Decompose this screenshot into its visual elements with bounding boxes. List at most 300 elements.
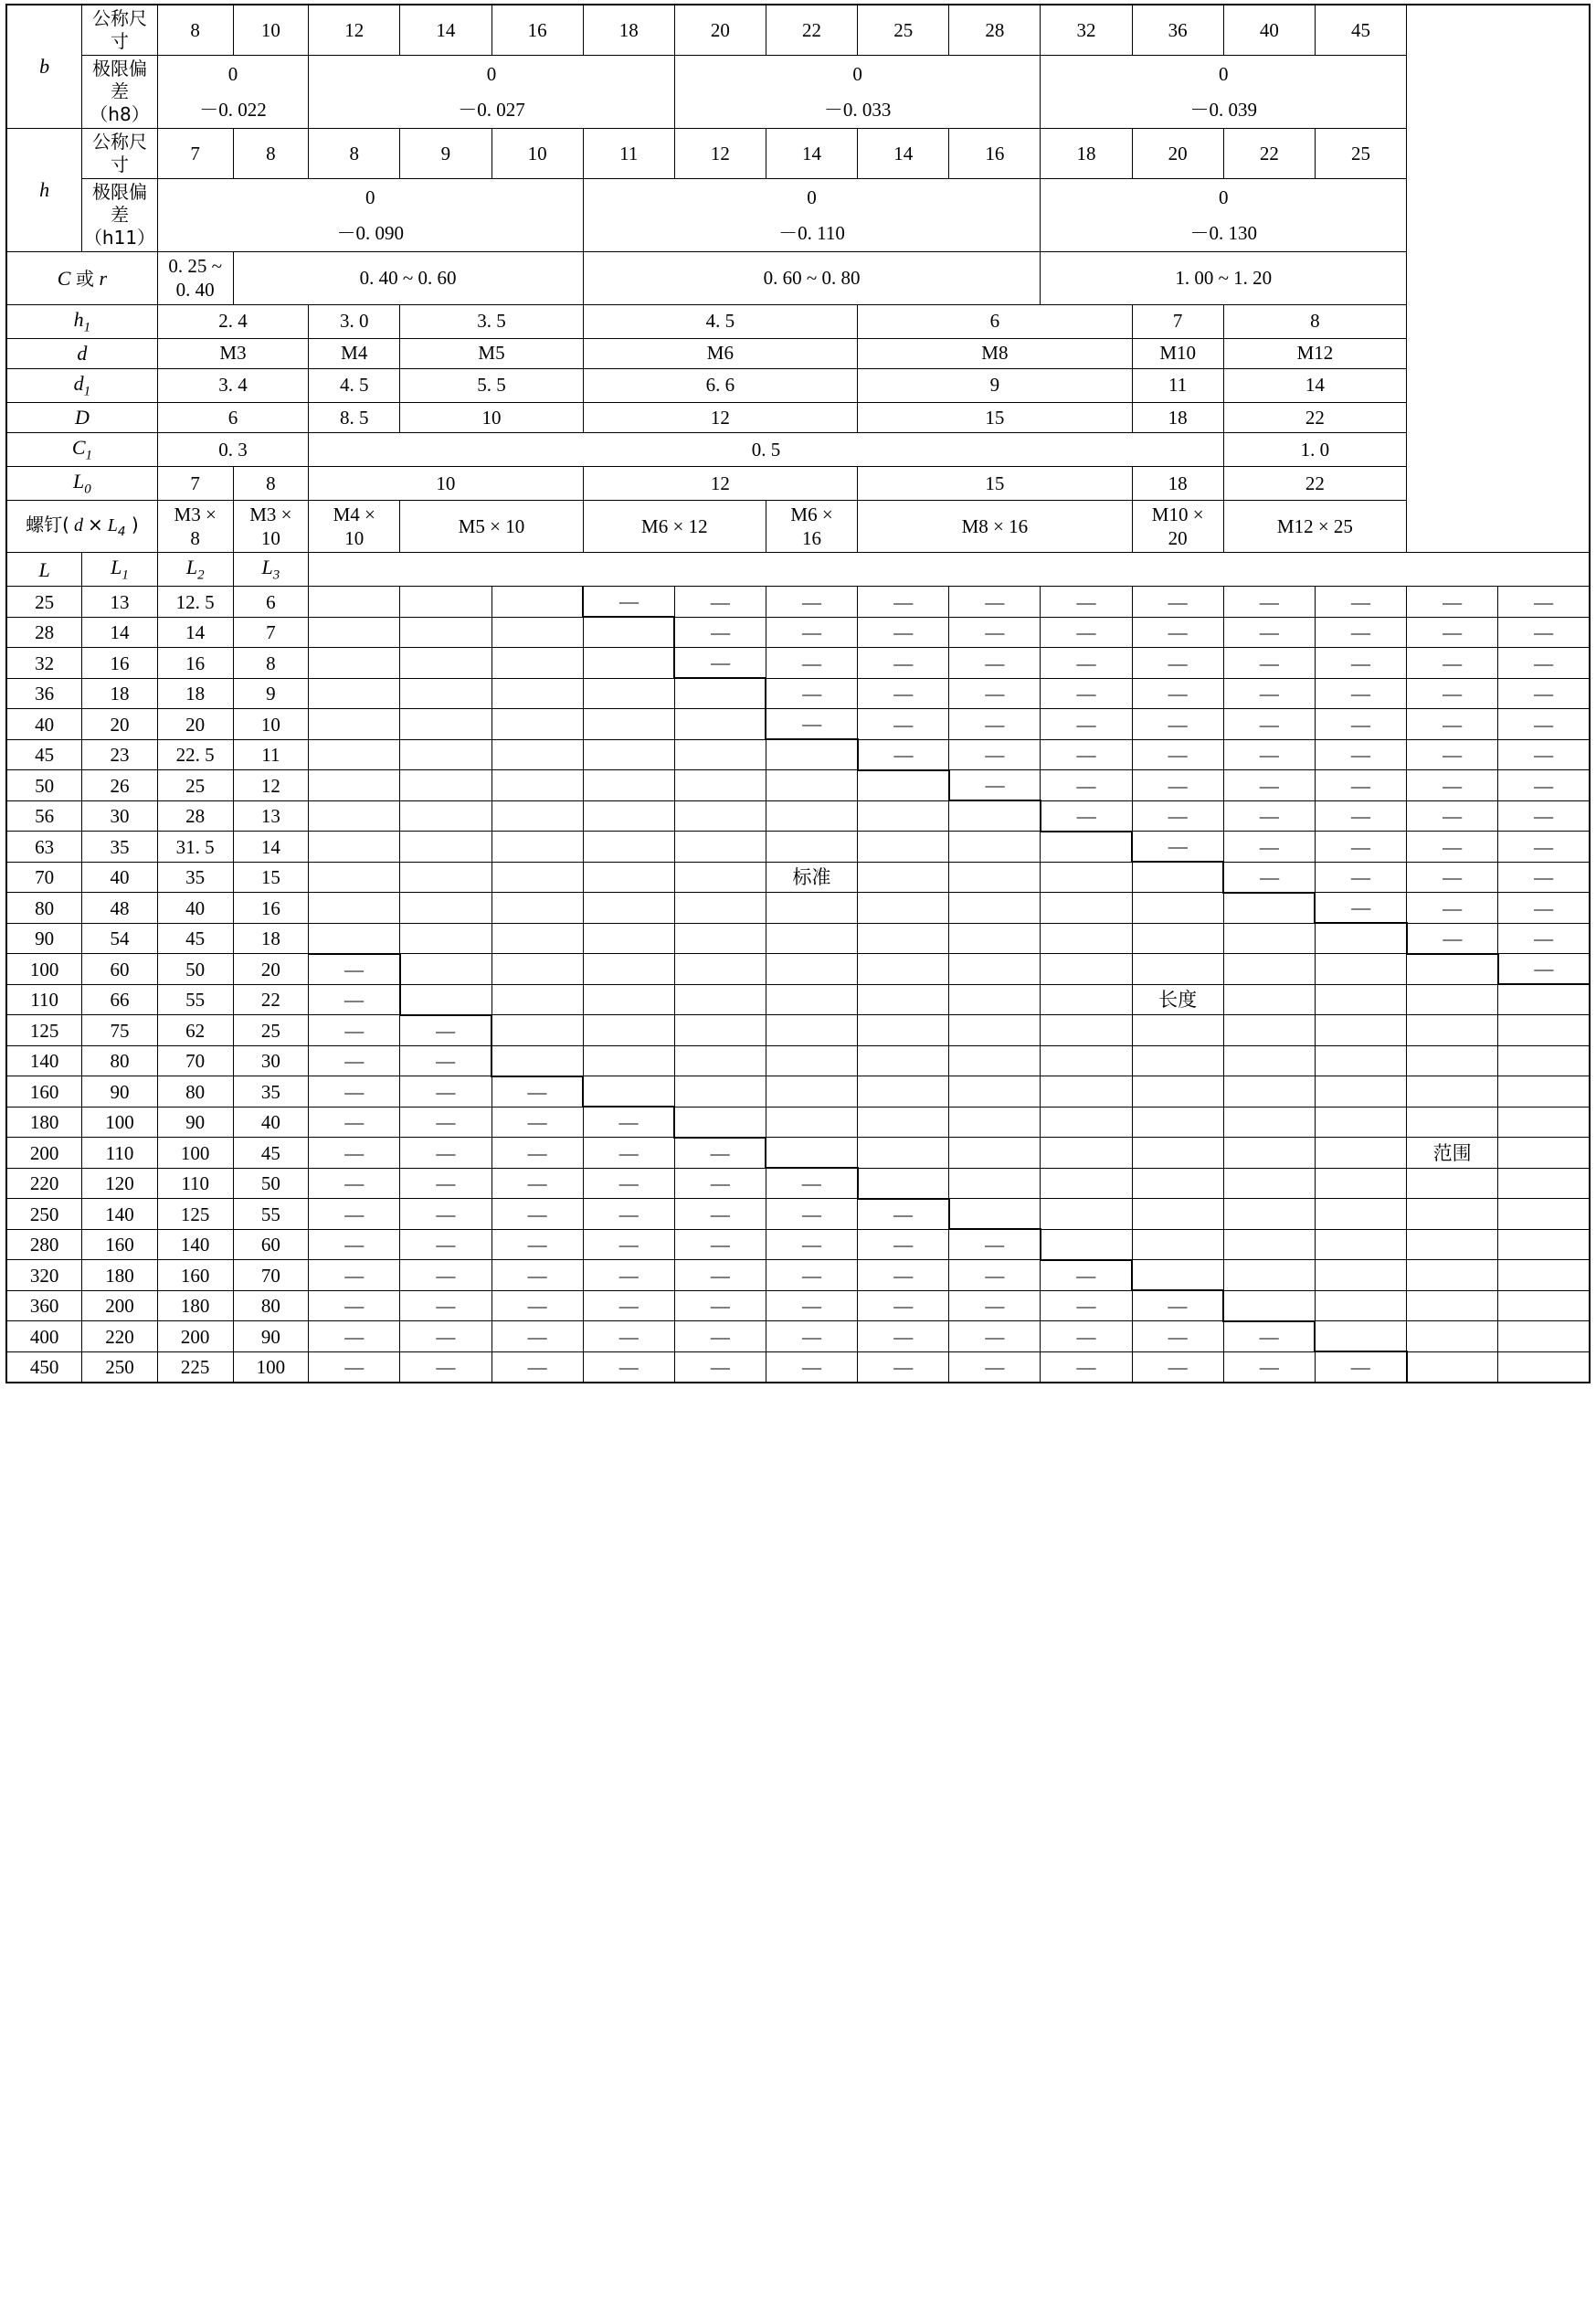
cell-b-nominal: 16 [491, 5, 583, 56]
cell-annotation: 标准 [766, 862, 857, 893]
cell-d1: 6. 6 [583, 368, 857, 402]
cell-blank [1041, 923, 1132, 954]
cell-dash: — [309, 1107, 400, 1138]
cell-blank [858, 893, 949, 924]
cell-dash: — [674, 1351, 766, 1383]
cell-h-dev-lower: －0. 110 [583, 216, 1041, 252]
cell-blank [1132, 893, 1223, 924]
col-header-L: L [6, 553, 82, 587]
cell-C1: 1. 0 [1223, 432, 1406, 466]
table-row [6, 832, 1590, 863]
cell-b-nominal: 32 [1041, 5, 1132, 56]
cell-blank [858, 923, 949, 954]
cell-dash: — [1315, 709, 1406, 740]
table-row [6, 1107, 1590, 1138]
cell-dash: — [1498, 954, 1590, 985]
cell-blank [1498, 1045, 1590, 1076]
cell-L1: 30 [82, 800, 158, 832]
cell-L2: 16 [157, 648, 233, 679]
cell-dash: — [1132, 770, 1223, 801]
table-row [6, 1351, 1590, 1383]
cell-L1: 16 [82, 648, 158, 679]
cell-h-dev-upper: 0 [1041, 179, 1407, 216]
table-row [6, 1229, 1590, 1260]
cell-L3: 12 [233, 770, 309, 801]
row-label-c-or-r: C 或 r [6, 252, 157, 305]
cell-h-nominal: 9 [400, 129, 491, 179]
cell-L: 280 [6, 1229, 82, 1260]
cell-L2: 25 [157, 770, 233, 801]
cell-blank [309, 923, 400, 954]
cell-dash: — [583, 1168, 674, 1199]
cell-dash: — [766, 1168, 857, 1199]
cell-screw: M8 × 16 [858, 500, 1132, 553]
row-h-dev-upper [6, 179, 1590, 216]
cell-dash: — [1315, 739, 1406, 770]
cell-L: 28 [6, 617, 82, 648]
cell-L: 36 [6, 678, 82, 709]
cell-blank [491, 800, 583, 832]
cell-blank [583, 1076, 674, 1108]
cell-screw: M3 × 10 [233, 500, 309, 553]
cell-dash: — [400, 1045, 491, 1076]
cell-h-dev-upper: 0 [157, 179, 583, 216]
cell-D: 22 [1223, 402, 1406, 432]
cell-blank [309, 587, 400, 618]
cell-h-nominal: 14 [858, 129, 949, 179]
cell-dash: — [583, 587, 674, 618]
cell-L2: 180 [157, 1290, 233, 1321]
cell-dash: — [491, 1107, 583, 1138]
cell-dash: — [309, 1321, 400, 1352]
cell-h-nominal: 16 [949, 129, 1041, 179]
cell-C1: 0. 3 [157, 432, 308, 466]
cell-dash: — [309, 1351, 400, 1383]
cell-blank [583, 862, 674, 893]
cell-dash: — [858, 1321, 949, 1352]
row-label-screw: 螺钉( $d \times L_4$ ) [6, 500, 157, 553]
cell-L3: 45 [233, 1138, 309, 1169]
cell-dash: — [400, 1290, 491, 1321]
cell-L: 125 [6, 1015, 82, 1046]
cell-C1: 0. 5 [309, 432, 1224, 466]
cell-dash: — [400, 1260, 491, 1291]
cell-dash: — [309, 1290, 400, 1321]
cell-blank [858, 862, 949, 893]
cell-blank [491, 1015, 583, 1046]
cell-dash: — [858, 648, 949, 679]
cell-dash: — [949, 739, 1041, 770]
cell-dash: — [309, 1199, 400, 1230]
cell-blank [1223, 1015, 1315, 1046]
cell-blank [400, 587, 491, 618]
cell-blank [491, 862, 583, 893]
cell-blank [766, 1045, 857, 1076]
table-row [6, 1076, 1590, 1108]
cell-blank [1407, 1321, 1498, 1352]
cell-L1: 13 [82, 587, 158, 618]
cell-L3: 18 [233, 923, 309, 954]
row-b-nominal [6, 5, 1590, 56]
cell-dash: — [949, 617, 1041, 648]
cell-blank [674, 1015, 766, 1046]
cell-blank [1407, 1107, 1498, 1138]
cell-L3: 25 [233, 1015, 309, 1046]
cell-blank [1407, 1199, 1498, 1230]
cell-blank [766, 739, 857, 770]
col-header-blank-span [309, 553, 1590, 587]
cell-dash: — [400, 1321, 491, 1352]
cell-L3: 7 [233, 617, 309, 648]
cell-blank [583, 832, 674, 863]
cell-blank [674, 862, 766, 893]
cell-d: M10 [1132, 338, 1223, 368]
cell-dash: — [858, 1351, 949, 1383]
cell-blank [1132, 923, 1223, 954]
cell-L3: 20 [233, 954, 309, 985]
cell-blank [858, 1045, 949, 1076]
cell-blank [583, 1015, 674, 1046]
row-label-b: b [6, 5, 82, 129]
cell-blank [674, 678, 766, 709]
cell-dash: — [858, 1290, 949, 1321]
cell-blank [1315, 1138, 1406, 1169]
cell-dash: — [949, 770, 1041, 801]
cell-L: 140 [6, 1045, 82, 1076]
cell-blank [674, 832, 766, 863]
cell-h-dev-upper: 0 [583, 179, 1041, 216]
cell-dash: — [1407, 648, 1498, 679]
cell-blank [583, 617, 674, 648]
cell-dash: — [858, 739, 949, 770]
cell-blank [309, 800, 400, 832]
cell-blank [766, 800, 857, 832]
cell-L1: 14 [82, 617, 158, 648]
cell-blank [1041, 1015, 1132, 1046]
cell-L3: 14 [233, 832, 309, 863]
cell-h-nominal: 7 [157, 129, 233, 179]
cell-dash: — [674, 1138, 766, 1169]
cell-dash: — [766, 1290, 857, 1321]
cell-dash: — [1132, 709, 1223, 740]
cell-L1: 75 [82, 1015, 158, 1046]
cell-blank [1223, 1199, 1315, 1230]
cell-dash: — [309, 1138, 400, 1169]
cell-dash: — [674, 587, 766, 618]
cell-blank [400, 954, 491, 985]
cell-screw: M3 × 8 [157, 500, 233, 553]
cell-d: M3 [157, 338, 308, 368]
cell-dash: — [949, 1321, 1041, 1352]
cell-dash: — [1498, 617, 1590, 648]
row-L-header [6, 553, 1590, 587]
cell-dash: — [766, 1229, 857, 1260]
sub-label-nominal-b: 公称尺寸 [82, 5, 158, 56]
table-row [6, 1321, 1590, 1352]
cell-blank [1223, 923, 1315, 954]
cell-L2: 140 [157, 1229, 233, 1260]
cell-dash: — [400, 1199, 491, 1230]
cell-blank [674, 984, 766, 1015]
cell-dash: — [766, 1199, 857, 1230]
cell-blank [1132, 862, 1223, 893]
cell-d: M4 [309, 338, 400, 368]
cell-blank [1223, 1229, 1315, 1260]
cell-blank [674, 923, 766, 954]
cell-blank [766, 984, 857, 1015]
cell-blank [1041, 1138, 1132, 1169]
cell-blank [1498, 1015, 1590, 1046]
cell-blank [400, 862, 491, 893]
cell-L3: 22 [233, 984, 309, 1015]
cell-blank [766, 1138, 857, 1169]
cell-b-nominal: 12 [309, 5, 400, 56]
cell-h1: 2. 4 [157, 304, 308, 338]
row-label-d1: $d_1$ [6, 368, 157, 402]
cell-b-nominal: 45 [1315, 5, 1406, 56]
cell-dash: — [1407, 770, 1498, 801]
cell-dash: — [949, 587, 1041, 618]
cell-blank [674, 739, 766, 770]
cell-dash: — [1407, 893, 1498, 924]
cell-dash: — [1407, 739, 1498, 770]
cell-dash: — [674, 1290, 766, 1321]
table-row [6, 1138, 1590, 1169]
cell-L3: 90 [233, 1321, 309, 1352]
cell-L2: 45 [157, 923, 233, 954]
cell-blank [1041, 862, 1132, 893]
cell-L1: 200 [82, 1290, 158, 1321]
cell-dash: — [491, 1168, 583, 1199]
cell-blank [858, 832, 949, 863]
cell-h-nominal: 18 [1041, 129, 1132, 179]
cell-blank [1223, 1076, 1315, 1108]
cell-c-or-r: 0. 40 ~ 0. 60 [233, 252, 583, 305]
cell-L: 360 [6, 1290, 82, 1321]
cell-c-or-r: 1. 00 ~ 1. 20 [1041, 252, 1407, 305]
cell-dash: — [583, 1199, 674, 1230]
cell-dash: — [1132, 800, 1223, 832]
cell-dash: — [491, 1290, 583, 1321]
cell-blank [583, 800, 674, 832]
row-label-h1: $h_1$ [6, 304, 157, 338]
cell-L1: 18 [82, 678, 158, 709]
cell-L0: 7 [157, 466, 233, 500]
cell-d: M6 [583, 338, 857, 368]
row-screw [6, 500, 1590, 553]
cell-blank [1407, 1045, 1498, 1076]
cell-blank [1407, 1351, 1498, 1383]
cell-blank [1498, 1107, 1590, 1138]
cell-dash: — [1132, 1351, 1223, 1383]
cell-h1: 6 [858, 304, 1132, 338]
cell-blank [1041, 893, 1132, 924]
cell-blank [1315, 1107, 1406, 1138]
cell-dash: — [1407, 678, 1498, 709]
cell-dash: — [400, 1076, 491, 1108]
row-b-dev-lower [6, 92, 1590, 129]
cell-dash: — [583, 1351, 674, 1383]
cell-h1: 4. 5 [583, 304, 857, 338]
cell-dash: — [766, 648, 857, 679]
table-row [6, 1045, 1590, 1076]
cell-blank [766, 923, 857, 954]
cell-L1: 48 [82, 893, 158, 924]
cell-b-nominal: 20 [674, 5, 766, 56]
cell-b-dev-lower: －0. 027 [309, 92, 675, 129]
cell-blank [949, 832, 1041, 863]
cell-blank [1315, 1045, 1406, 1076]
table-row [6, 1168, 1590, 1199]
cell-dash: — [491, 1321, 583, 1352]
cell-blank [949, 1076, 1041, 1108]
cell-L: 80 [6, 893, 82, 924]
cell-L0: 10 [309, 466, 583, 500]
cell-b-dev-upper: 0 [674, 56, 1041, 92]
cell-L1: 100 [82, 1107, 158, 1138]
cell-dash: — [1132, 739, 1223, 770]
cell-L2: 20 [157, 709, 233, 740]
cell-L: 45 [6, 739, 82, 770]
table-row [6, 587, 1590, 618]
cell-dash: — [1223, 832, 1315, 863]
cell-h-nominal: 8 [309, 129, 400, 179]
cell-b-nominal: 18 [583, 5, 674, 56]
cell-blank [1223, 1045, 1315, 1076]
cell-blank [766, 1107, 857, 1138]
cell-L: 450 [6, 1351, 82, 1383]
col-header-L1: $L_1$ [82, 553, 158, 587]
cell-L2: 50 [157, 954, 233, 985]
cell-dash: — [491, 1229, 583, 1260]
cell-dash: — [1132, 832, 1223, 863]
cell-blank [1132, 1138, 1223, 1169]
cell-dash: — [766, 678, 857, 709]
cell-L1: 140 [82, 1199, 158, 1230]
table-row [6, 862, 1590, 893]
cell-dash: — [583, 1107, 674, 1138]
cell-L0: 18 [1132, 466, 1223, 500]
cell-d: M12 [1223, 338, 1406, 368]
cell-dash: — [1315, 800, 1406, 832]
cell-dash: — [1041, 800, 1132, 832]
cell-dash: — [1223, 1321, 1315, 1352]
cell-dash: — [1041, 1290, 1132, 1321]
cell-b-nominal: 28 [949, 5, 1041, 56]
cell-blank [858, 1138, 949, 1169]
cell-blank [583, 648, 674, 679]
cell-dash: — [1407, 832, 1498, 863]
cell-blank [400, 893, 491, 924]
cell-dash: — [309, 1076, 400, 1108]
cell-b-nominal: 40 [1223, 5, 1315, 56]
cell-blank [583, 709, 674, 740]
cell-blank [858, 1168, 949, 1199]
cell-blank [858, 954, 949, 985]
cell-L1: 66 [82, 984, 158, 1015]
cell-blank [1315, 1199, 1406, 1230]
table-row [6, 678, 1590, 709]
cell-blank [1041, 1199, 1132, 1230]
cell-dash: — [1132, 648, 1223, 679]
cell-dash: — [1223, 648, 1315, 679]
cell-dash: — [766, 587, 857, 618]
cell-dash: — [1041, 617, 1132, 648]
cell-dash: — [309, 1260, 400, 1291]
cell-dash: — [858, 1260, 949, 1291]
cell-L3: 55 [233, 1199, 309, 1230]
cell-L3: 35 [233, 1076, 309, 1108]
cell-dash: — [491, 1260, 583, 1291]
cell-dash: — [858, 1199, 949, 1230]
cell-dash: — [1041, 648, 1132, 679]
cell-blank [491, 1045, 583, 1076]
cell-dash: — [583, 1260, 674, 1291]
cell-blank [583, 893, 674, 924]
cell-blank [1407, 1290, 1498, 1321]
cell-L3: 50 [233, 1168, 309, 1199]
cell-blank [1315, 1168, 1406, 1199]
cell-dash: — [1315, 617, 1406, 648]
table-row [6, 770, 1590, 801]
cell-blank [674, 954, 766, 985]
cell-dash: — [1132, 1321, 1223, 1352]
cell-L3: 30 [233, 1045, 309, 1076]
cell-screw: M6 × 16 [766, 500, 857, 553]
cell-blank [1041, 1107, 1132, 1138]
cell-L2: 18 [157, 678, 233, 709]
cell-blank [949, 1168, 1041, 1199]
cell-blank [1041, 1229, 1132, 1260]
cell-b-dev-lower: －0. 039 [1041, 92, 1407, 129]
cell-h-nominal: 20 [1132, 129, 1223, 179]
cell-dash: — [309, 1168, 400, 1199]
cell-L3: 100 [233, 1351, 309, 1383]
cell-blank [1315, 1260, 1406, 1291]
cell-b-dev-upper: 0 [157, 56, 308, 92]
cell-dash: — [766, 1260, 857, 1291]
cell-blank [1407, 1015, 1498, 1046]
cell-blank [491, 923, 583, 954]
cell-dash: — [1498, 800, 1590, 832]
row-C1 [6, 432, 1590, 466]
cell-dash: — [1315, 1351, 1406, 1383]
cell-blank [674, 1107, 766, 1138]
cell-blank [583, 678, 674, 709]
cell-L2: 110 [157, 1168, 233, 1199]
cell-dash: — [1223, 1351, 1315, 1383]
cell-dash: — [949, 1229, 1041, 1260]
cell-screw: M6 × 12 [583, 500, 766, 553]
cell-blank [1132, 1229, 1223, 1260]
cell-L1: 250 [82, 1351, 158, 1383]
cell-blank [400, 709, 491, 740]
cell-L: 25 [6, 587, 82, 618]
cell-dash: — [491, 1138, 583, 1169]
cell-blank [309, 648, 400, 679]
cell-dash: — [858, 587, 949, 618]
cell-screw: M10 × 20 [1132, 500, 1223, 553]
row-label-d: d [6, 338, 157, 368]
cell-blank [1132, 1076, 1223, 1108]
cell-dash: — [674, 1321, 766, 1352]
cell-dash: — [1315, 862, 1406, 893]
cell-blank [491, 832, 583, 863]
cell-blank [1498, 1138, 1590, 1169]
cell-L3: 11 [233, 739, 309, 770]
cell-dash: — [1041, 709, 1132, 740]
cell-h-nominal: 10 [491, 129, 583, 179]
